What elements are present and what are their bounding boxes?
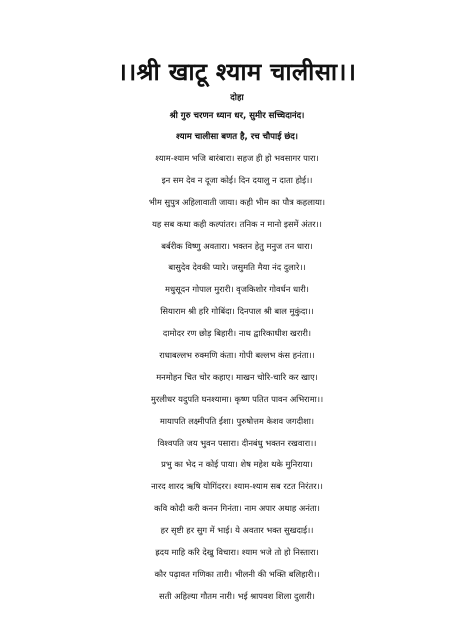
verse-line: सती अहिल्या गौतम नारी। भई श्रापवश शिला दुलारी।	[159, 590, 315, 601]
verse-line: यह सब कथा कही कल्पांतर। तनिक न मानो इसमें अंतर।।	[152, 218, 322, 229]
verse-line: बासुदेव देवकी प्यारे। जसुमति मैया नंद दुलारे।।	[168, 262, 306, 273]
verse-line: कवि कोदी करी कनन गिनंता। नाम अपार अथाह अनंता।	[154, 503, 320, 514]
verse-line: सियाराम श्री हरि गोबिंदा। दिनपाल श्री बाल मुकुंदा।।	[160, 306, 314, 317]
verse-line: बर्बरीक विष्णु अवतारा। भक्तन हेतु मनुज तन धारा।	[161, 240, 313, 251]
verse-line: मधुसूदन गोपाल मुरारी। वृजकिशोर गोवर्धन धारी।	[165, 284, 309, 295]
page-title: ।।श्री खाटू श्याम चालीसा।।	[117, 58, 357, 86]
verse-line: राधाबल्लभ रुक्मणि कंता। गोपी बल्लभ कंस हनंता।।	[159, 350, 315, 361]
verse-line: मायापति लक्ष्मीपति ईशा। पुरुषोत्तम केशव जगदीशा।	[159, 415, 315, 426]
verse-line: भीम सुपुत्र अहिलावाती जाया। कही भीम का पौत्र कहलाया।	[148, 196, 326, 207]
verse-line: दामोदर रण छोड़ बिहारी। नाथ द्वारिकाधीश खरारी।	[162, 328, 312, 339]
verse-line: हर सृष्टी हर सुग में भाई। ये अवतार भक्त सुखदाई।।	[160, 525, 314, 536]
verse-line: विश्वपति जय भुवन पसारा। दीनबंधु भक्तन रखवारा।।	[157, 437, 317, 448]
verse-line: नारद शारद ऋषि योगिंदरर। श्याम-श्याम सब रटत निरंतर।।	[151, 481, 323, 492]
verse-line: ह्रदय माहि करि देखु विचारा। श्याम भजे तो हो निस्तारा।	[155, 547, 319, 558]
doha-heading: दोहा	[230, 93, 244, 103]
verse-line: मुरलीधर यदुपति घनश्यामा। कृष्ण पतित पावन अभिरामा।।	[150, 393, 324, 404]
doha-line-1: श्री गुरु चरणन ध्यान धर, सुमीर सच्चिदानंद।	[169, 111, 305, 121]
verse-line: मनमोहन चित चोर कहाए। माखन चोरि-चारि कर खाए।	[156, 371, 318, 382]
chaupai-verse-list	[0, 151, 474, 611]
verse-line: श्याम-श्याम भजि बारंबारा। सहज ही हो भवसागर पारा।	[155, 153, 319, 163]
verse-line: इन सम देव न दूजा कोई। दिन दयालु न दाता होई।।	[161, 174, 313, 185]
doha-line-2: श्याम चालीसा बणत है, रच चौपाई छंद।	[175, 132, 299, 142]
verse-line: प्रभु का भेद न कोई पाया। शेष महेश थके मुनिराया।	[161, 459, 313, 470]
verse-line: कौर पढ़ावत गणिका तारी। भीलनी की भक्ति बलिहारी।।	[154, 568, 320, 579]
